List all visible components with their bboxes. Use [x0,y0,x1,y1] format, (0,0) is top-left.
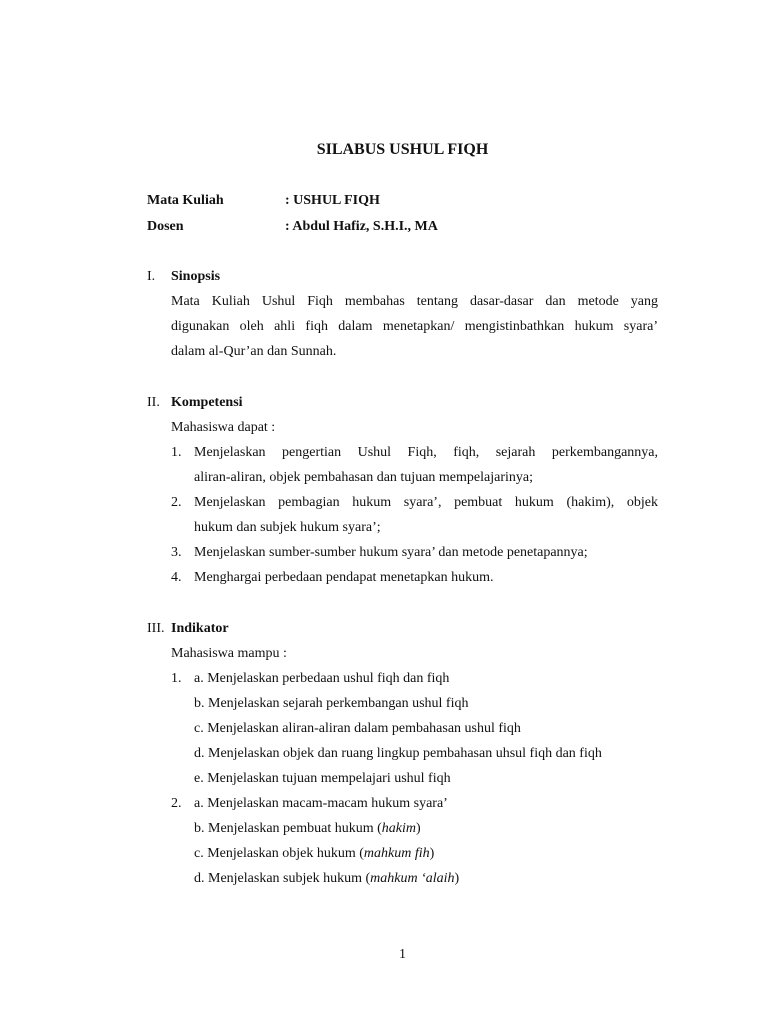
section-heading: Indikator [171,621,229,636]
intro-text: Mahasiswa mampu : [171,646,287,661]
list-number: 1. [171,671,182,686]
list-item: b. Menjelaskan sejarah perkembangan ushul fiqh [194,696,469,711]
item-text: b. Menjelaskan pembuat hukum ( [194,821,382,836]
list-item [194,870,459,888]
intro-text: Mahasiswa dapat : [171,420,276,435]
list-item: a. Menjelaskan perbedaan ushul fiqh dan fiqh [194,671,450,686]
list-item [194,820,421,838]
list-item: hukum dan subjek hukum syara’; [194,520,381,535]
list-item: d. Menjelaskan objek dan ruang lingkup pembahasan uhsul fiqh dan fiqh [194,746,602,761]
section-number: III. [147,621,165,636]
meta-label: Dosen [147,219,184,234]
list-item: aliran-aliran, objek pembahasan dan tujuan mempelajarinya; [194,470,533,485]
page-title: SILABUS USHUL FIQH [316,141,489,158]
list-number: 3. [171,545,182,560]
item-end: ) [454,871,460,886]
list-item: Menjelaskan pembagian hukum syara’, pembuat hukum (hakim), objek [194,495,658,510]
list-item: c. Menjelaskan aliran-aliran dalam pembahasan ushul fiqh [194,721,521,736]
item-text: c. Menjelaskan objek hukum ( [194,846,364,861]
list-item: a. Menjelaskan macam-macam hukum syara’ [194,796,448,811]
item-term: hakim [381,821,417,836]
paragraph-line: digunakan oleh ahli fiqh dalam menetapkan/ mengistinbathkan hukum syara’ [171,319,658,334]
item-end: ) [416,821,421,836]
section-heading: Kompetensi [171,395,243,410]
section-number: I. [147,269,156,284]
list-item: e. Menjelaskan tujuan mempelajari ushul fiqh [194,771,451,786]
meta-value: : USHUL FIQH [285,193,380,208]
list-item: Menjelaskan sumber-sumber hukum syara’ dan metode penetapannya; [194,545,588,560]
list-number: 1. [171,445,182,460]
section-heading: Sinopsis [171,269,221,284]
item-term: mahkum fih [363,846,430,861]
section-number: II. [147,395,160,410]
paragraph-line: Mata Kuliah Ushul Fiqh membahas tentang dasar-dasar dan metode yang [171,294,658,309]
item-end: ) [429,846,435,861]
paragraph-line: dalam al-Qur’an dan Sunnah. [171,344,337,359]
list-item [194,845,434,863]
list-number: 2. [171,796,182,811]
item-text: d. Menjelaskan subjek hukum ( [194,871,371,886]
list-number: 4. [171,570,182,585]
list-number: 2. [171,495,182,510]
list-item: Menghargai perbedaan pendapat menetapkan hukum. [194,570,494,585]
item-term: mahkum ‘alaih [370,871,455,886]
list-item: Menjelaskan pengertian Ushul Fiqh, fiqh, sejarah perkembangannya, [194,445,658,460]
meta-value: : Abdul Hafiz, S.H.I., MA [285,219,438,234]
meta-label: Mata Kuliah [147,193,224,208]
page-number: 1 [399,947,406,962]
